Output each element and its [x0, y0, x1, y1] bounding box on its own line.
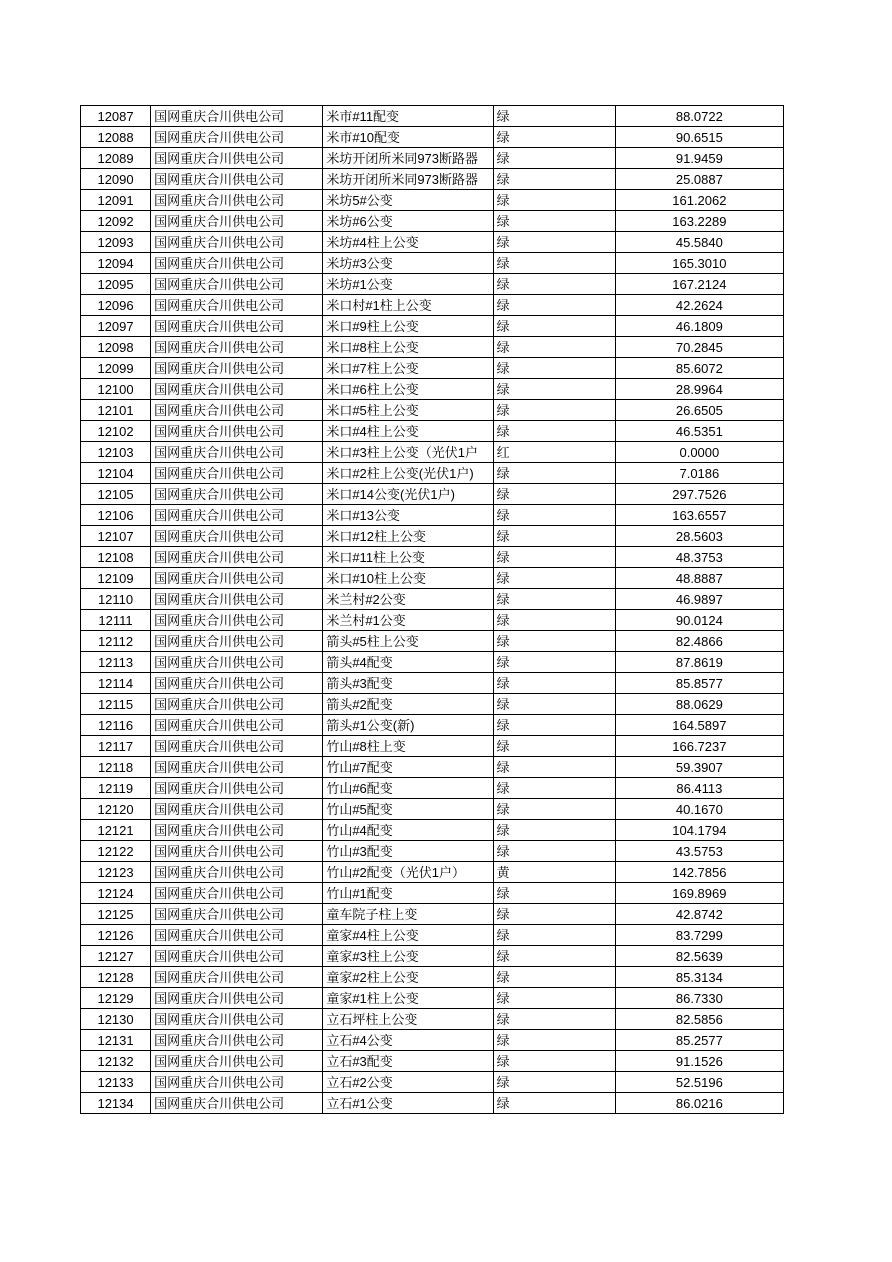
cell-value: 88.0629 — [615, 694, 783, 715]
cell-org: 国网重庆合川供电公司 — [151, 1009, 323, 1030]
cell-device: 箭头#1公变(新) — [323, 715, 493, 736]
cell-value: 59.3907 — [615, 757, 783, 778]
table-row — [81, 253, 784, 274]
cell-id: 12087 — [81, 106, 151, 127]
cell-status-color: 绿 — [493, 820, 615, 841]
cell-status-color: 绿 — [493, 988, 615, 1009]
cell-value: 7.0186 — [615, 463, 783, 484]
cell-status-color: 绿 — [493, 799, 615, 820]
cell-id: 12126 — [81, 925, 151, 946]
cell-id: 12128 — [81, 967, 151, 988]
cell-device: 竹山#5配变 — [323, 799, 493, 820]
cell-device: 竹山#7配变 — [323, 757, 493, 778]
cell-status-color: 绿 — [493, 148, 615, 169]
cell-device: 米坊#4柱上公变 — [323, 232, 493, 253]
cell-device: 米口#4柱上公变 — [323, 421, 493, 442]
cell-org: 国网重庆合川供电公司 — [151, 295, 323, 316]
table-row — [81, 1051, 784, 1072]
cell-status-color: 绿 — [493, 694, 615, 715]
cell-id: 12112 — [81, 631, 151, 652]
cell-org: 国网重庆合川供电公司 — [151, 988, 323, 1009]
table-row — [81, 610, 784, 631]
cell-org: 国网重庆合川供电公司 — [151, 442, 323, 463]
cell-status-color: 绿 — [493, 547, 615, 568]
cell-status-color: 绿 — [493, 1009, 615, 1030]
cell-status-color: 绿 — [493, 379, 615, 400]
table-row — [81, 463, 784, 484]
cell-org: 国网重庆合川供电公司 — [151, 232, 323, 253]
cell-device: 米口#11柱上公变 — [323, 547, 493, 568]
table-row — [81, 694, 784, 715]
table-row — [81, 442, 784, 463]
cell-id: 12108 — [81, 547, 151, 568]
cell-value: 0.0000 — [615, 442, 783, 463]
table-row — [81, 925, 784, 946]
cell-id: 12090 — [81, 169, 151, 190]
cell-id: 12123 — [81, 862, 151, 883]
cell-value: 163.6557 — [615, 505, 783, 526]
cell-status-color: 绿 — [493, 673, 615, 694]
cell-value: 297.7526 — [615, 484, 783, 505]
cell-id: 12116 — [81, 715, 151, 736]
cell-org: 国网重庆合川供电公司 — [151, 1072, 323, 1093]
cell-org: 国网重庆合川供电公司 — [151, 400, 323, 421]
cell-value: 169.8969 — [615, 883, 783, 904]
cell-device: 立石#3配变 — [323, 1051, 493, 1072]
cell-status-color: 绿 — [493, 421, 615, 442]
cell-device: 竹山#6配变 — [323, 778, 493, 799]
cell-org: 国网重庆合川供电公司 — [151, 169, 323, 190]
table-row — [81, 757, 784, 778]
cell-value: 43.5753 — [615, 841, 783, 862]
table-row — [81, 778, 784, 799]
cell-org: 国网重庆合川供电公司 — [151, 589, 323, 610]
cell-value: 86.7330 — [615, 988, 783, 1009]
cell-device: 童车院子柱上变 — [323, 904, 493, 925]
cell-device: 米口#3柱上公变（光伏1户 — [323, 442, 493, 463]
cell-org: 国网重庆合川供电公司 — [151, 631, 323, 652]
cell-status-color: 绿 — [493, 904, 615, 925]
cell-org: 国网重庆合川供电公司 — [151, 127, 323, 148]
cell-org: 国网重庆合川供电公司 — [151, 484, 323, 505]
cell-value: 163.2289 — [615, 211, 783, 232]
table-row — [81, 1072, 784, 1093]
cell-value: 86.4113 — [615, 778, 783, 799]
cell-id: 12119 — [81, 778, 151, 799]
cell-device: 米口#5柱上公变 — [323, 400, 493, 421]
table-row — [81, 169, 784, 190]
table-row — [81, 316, 784, 337]
cell-id: 12088 — [81, 127, 151, 148]
cell-status-color: 绿 — [493, 568, 615, 589]
cell-id: 12121 — [81, 820, 151, 841]
cell-device: 米坊#1公变 — [323, 274, 493, 295]
cell-status-color: 绿 — [493, 484, 615, 505]
table-row — [81, 1030, 784, 1051]
table-row — [81, 1009, 784, 1030]
table-row — [81, 715, 784, 736]
cell-device: 米坊5#公变 — [323, 190, 493, 211]
cell-value: 104.1794 — [615, 820, 783, 841]
table-row — [81, 274, 784, 295]
cell-id: 12097 — [81, 316, 151, 337]
cell-org: 国网重庆合川供电公司 — [151, 1093, 323, 1114]
cell-org: 国网重庆合川供电公司 — [151, 463, 323, 484]
cell-org: 国网重庆合川供电公司 — [151, 358, 323, 379]
cell-status-color: 绿 — [493, 652, 615, 673]
cell-status-color: 绿 — [493, 946, 615, 967]
data-table-container — [80, 105, 784, 1114]
cell-value: 83.7299 — [615, 925, 783, 946]
cell-id: 12114 — [81, 673, 151, 694]
table-row — [81, 295, 784, 316]
cell-id: 12105 — [81, 484, 151, 505]
table-row — [81, 988, 784, 1009]
cell-status-color: 红 — [493, 442, 615, 463]
cell-device: 米口#10柱上公变 — [323, 568, 493, 589]
table-row — [81, 211, 784, 232]
table-row — [81, 232, 784, 253]
table-row — [81, 148, 784, 169]
cell-device: 竹山#2配变（光伏1户） — [323, 862, 493, 883]
cell-id: 12092 — [81, 211, 151, 232]
table-row — [81, 841, 784, 862]
cell-status-color: 绿 — [493, 232, 615, 253]
distribution-transformer-table — [80, 105, 784, 1114]
cell-id: 12132 — [81, 1051, 151, 1072]
cell-device: 箭头#2配变 — [323, 694, 493, 715]
cell-id: 12102 — [81, 421, 151, 442]
cell-value: 166.7237 — [615, 736, 783, 757]
cell-device: 竹山#4配变 — [323, 820, 493, 841]
cell-value: 26.6505 — [615, 400, 783, 421]
cell-org: 国网重庆合川供电公司 — [151, 274, 323, 295]
cell-device: 米口#6柱上公变 — [323, 379, 493, 400]
table-row — [81, 400, 784, 421]
cell-device: 米口#14公变(光伏1户) — [323, 484, 493, 505]
cell-value: 25.0887 — [615, 169, 783, 190]
cell-value: 28.5603 — [615, 526, 783, 547]
cell-status-color: 绿 — [493, 253, 615, 274]
cell-status-color: 绿 — [493, 358, 615, 379]
cell-id: 12122 — [81, 841, 151, 862]
cell-value: 85.2577 — [615, 1030, 783, 1051]
cell-device: 米坊开闭所米同973断路器 — [323, 169, 493, 190]
cell-status-color: 绿 — [493, 778, 615, 799]
table-row — [81, 379, 784, 400]
cell-org: 国网重庆合川供电公司 — [151, 652, 323, 673]
cell-id: 12129 — [81, 988, 151, 1009]
cell-id: 12115 — [81, 694, 151, 715]
cell-id: 12091 — [81, 190, 151, 211]
cell-id: 12117 — [81, 736, 151, 757]
table-row — [81, 337, 784, 358]
cell-status-color: 绿 — [493, 589, 615, 610]
cell-id: 12095 — [81, 274, 151, 295]
cell-id: 12106 — [81, 505, 151, 526]
cell-status-color: 绿 — [493, 505, 615, 526]
cell-device: 竹山#8柱上变 — [323, 736, 493, 757]
cell-value: 70.2845 — [615, 337, 783, 358]
cell-id: 12103 — [81, 442, 151, 463]
table-row — [81, 883, 784, 904]
cell-org: 国网重庆合川供电公司 — [151, 211, 323, 232]
cell-value: 40.1670 — [615, 799, 783, 820]
cell-org: 国网重庆合川供电公司 — [151, 421, 323, 442]
cell-org: 国网重庆合川供电公司 — [151, 820, 323, 841]
cell-value: 164.5897 — [615, 715, 783, 736]
cell-status-color: 绿 — [493, 841, 615, 862]
cell-status-color: 绿 — [493, 190, 615, 211]
cell-value: 90.0124 — [615, 610, 783, 631]
table-row — [81, 862, 784, 883]
table-row — [81, 484, 784, 505]
cell-status-color: 绿 — [493, 736, 615, 757]
cell-id: 12111 — [81, 610, 151, 631]
table-row — [81, 589, 784, 610]
cell-org: 国网重庆合川供电公司 — [151, 316, 323, 337]
cell-value: 167.2124 — [615, 274, 783, 295]
cell-org: 国网重庆合川供电公司 — [151, 610, 323, 631]
table-row — [81, 736, 784, 757]
table-row — [81, 127, 784, 148]
cell-status-color: 绿 — [493, 463, 615, 484]
table-row — [81, 106, 784, 127]
cell-id: 12130 — [81, 1009, 151, 1030]
cell-value: 42.2624 — [615, 295, 783, 316]
cell-status-color: 绿 — [493, 274, 615, 295]
cell-status-color: 绿 — [493, 106, 615, 127]
cell-org: 国网重庆合川供电公司 — [151, 148, 323, 169]
cell-device: 米口#9柱上公变 — [323, 316, 493, 337]
cell-id: 12101 — [81, 400, 151, 421]
cell-status-color: 绿 — [493, 211, 615, 232]
cell-device: 米口#2柱上公变(光伏1户) — [323, 463, 493, 484]
table-row — [81, 190, 784, 211]
cell-value: 82.5639 — [615, 946, 783, 967]
cell-id: 12125 — [81, 904, 151, 925]
table-row — [81, 547, 784, 568]
cell-value: 86.0216 — [615, 1093, 783, 1114]
cell-status-color: 绿 — [493, 1072, 615, 1093]
cell-org: 国网重庆合川供电公司 — [151, 883, 323, 904]
cell-device: 箭头#3配变 — [323, 673, 493, 694]
cell-value: 142.7856 — [615, 862, 783, 883]
cell-status-color: 绿 — [493, 400, 615, 421]
table-row — [81, 526, 784, 547]
cell-device: 米口#13公变 — [323, 505, 493, 526]
cell-org: 国网重庆合川供电公司 — [151, 190, 323, 211]
cell-value: 88.0722 — [615, 106, 783, 127]
cell-status-color: 绿 — [493, 526, 615, 547]
cell-org: 国网重庆合川供电公司 — [151, 946, 323, 967]
cell-status-color: 绿 — [493, 337, 615, 358]
cell-value: 91.9459 — [615, 148, 783, 169]
cell-device: 米坊#6公变 — [323, 211, 493, 232]
cell-org: 国网重庆合川供电公司 — [151, 694, 323, 715]
cell-status-color: 绿 — [493, 757, 615, 778]
cell-org: 国网重庆合川供电公司 — [151, 715, 323, 736]
table-row — [81, 652, 784, 673]
cell-status-color: 绿 — [493, 631, 615, 652]
cell-value: 90.6515 — [615, 127, 783, 148]
cell-status-color: 绿 — [493, 316, 615, 337]
cell-device: 米坊开闭所米同973断路器 — [323, 148, 493, 169]
cell-org: 国网重庆合川供电公司 — [151, 904, 323, 925]
cell-org: 国网重庆合川供电公司 — [151, 505, 323, 526]
cell-device: 立石#2公变 — [323, 1072, 493, 1093]
cell-device: 米口#12柱上公变 — [323, 526, 493, 547]
cell-status-color: 绿 — [493, 967, 615, 988]
cell-device: 立石坪柱上公变 — [323, 1009, 493, 1030]
cell-device: 童家#3柱上公变 — [323, 946, 493, 967]
cell-status-color: 绿 — [493, 127, 615, 148]
cell-org: 国网重庆合川供电公司 — [151, 967, 323, 988]
table-row — [81, 946, 784, 967]
cell-value: 42.8742 — [615, 904, 783, 925]
cell-device: 立石#1公变 — [323, 1093, 493, 1114]
cell-id: 12134 — [81, 1093, 151, 1114]
cell-value: 82.5856 — [615, 1009, 783, 1030]
cell-value: 46.1809 — [615, 316, 783, 337]
cell-value: 52.5196 — [615, 1072, 783, 1093]
cell-id: 12133 — [81, 1072, 151, 1093]
cell-value: 82.4866 — [615, 631, 783, 652]
cell-device: 米口#8柱上公变 — [323, 337, 493, 358]
cell-device: 米口村#1柱上公变 — [323, 295, 493, 316]
table-row — [81, 904, 784, 925]
cell-org: 国网重庆合川供电公司 — [151, 736, 323, 757]
cell-value: 46.5351 — [615, 421, 783, 442]
cell-value: 46.9897 — [615, 589, 783, 610]
cell-org: 国网重庆合川供电公司 — [151, 337, 323, 358]
cell-org: 国网重庆合川供电公司 — [151, 379, 323, 400]
cell-org: 国网重庆合川供电公司 — [151, 799, 323, 820]
cell-value: 85.3134 — [615, 967, 783, 988]
cell-device: 米坊#3公变 — [323, 253, 493, 274]
cell-org: 国网重庆合川供电公司 — [151, 526, 323, 547]
cell-status-color: 绿 — [493, 610, 615, 631]
cell-id: 12124 — [81, 883, 151, 904]
cell-status-color: 绿 — [493, 1051, 615, 1072]
cell-value: 85.6072 — [615, 358, 783, 379]
cell-id: 12127 — [81, 946, 151, 967]
cell-id: 12094 — [81, 253, 151, 274]
cell-id: 12098 — [81, 337, 151, 358]
cell-device: 竹山#3配变 — [323, 841, 493, 862]
cell-value: 45.5840 — [615, 232, 783, 253]
cell-status-color: 绿 — [493, 883, 615, 904]
table-body — [81, 106, 784, 1114]
cell-id: 12100 — [81, 379, 151, 400]
cell-status-color: 绿 — [493, 295, 615, 316]
cell-device: 米兰村#2公变 — [323, 589, 493, 610]
cell-status-color: 绿 — [493, 169, 615, 190]
cell-status-color: 绿 — [493, 715, 615, 736]
table-row — [81, 568, 784, 589]
cell-status-color: 绿 — [493, 1093, 615, 1114]
cell-id: 12096 — [81, 295, 151, 316]
cell-org: 国网重庆合川供电公司 — [151, 106, 323, 127]
cell-status-color: 黄 — [493, 862, 615, 883]
cell-value: 48.8887 — [615, 568, 783, 589]
cell-device: 箭头#4配变 — [323, 652, 493, 673]
cell-id: 12109 — [81, 568, 151, 589]
cell-id: 12104 — [81, 463, 151, 484]
table-row — [81, 421, 784, 442]
cell-org: 国网重庆合川供电公司 — [151, 1030, 323, 1051]
cell-org: 国网重庆合川供电公司 — [151, 757, 323, 778]
table-row — [81, 673, 784, 694]
cell-device: 米兰村#1公变 — [323, 610, 493, 631]
cell-status-color: 绿 — [493, 925, 615, 946]
cell-id: 12113 — [81, 652, 151, 673]
cell-device: 米市#11配变 — [323, 106, 493, 127]
cell-value: 85.8577 — [615, 673, 783, 694]
cell-device: 童家#4柱上公变 — [323, 925, 493, 946]
cell-id: 12120 — [81, 799, 151, 820]
cell-org: 国网重庆合川供电公司 — [151, 568, 323, 589]
cell-device: 竹山#1配变 — [323, 883, 493, 904]
table-row — [81, 820, 784, 841]
cell-id: 12107 — [81, 526, 151, 547]
cell-device: 立石#4公变 — [323, 1030, 493, 1051]
cell-value: 48.3753 — [615, 547, 783, 568]
cell-value: 91.1526 — [615, 1051, 783, 1072]
cell-id: 12089 — [81, 148, 151, 169]
cell-org: 国网重庆合川供电公司 — [151, 841, 323, 862]
cell-id: 12093 — [81, 232, 151, 253]
cell-org: 国网重庆合川供电公司 — [151, 862, 323, 883]
table-row — [81, 631, 784, 652]
cell-device: 童家#2柱上公变 — [323, 967, 493, 988]
cell-org: 国网重庆合川供电公司 — [151, 253, 323, 274]
table-row — [81, 967, 784, 988]
cell-org: 国网重庆合川供电公司 — [151, 778, 323, 799]
table-row — [81, 505, 784, 526]
cell-device: 箭头#5柱上公变 — [323, 631, 493, 652]
cell-id: 12099 — [81, 358, 151, 379]
cell-value: 28.9964 — [615, 379, 783, 400]
cell-device: 米市#10配变 — [323, 127, 493, 148]
table-row — [81, 1093, 784, 1114]
cell-value: 161.2062 — [615, 190, 783, 211]
cell-value: 87.8619 — [615, 652, 783, 673]
cell-org: 国网重庆合川供电公司 — [151, 673, 323, 694]
table-row — [81, 358, 784, 379]
cell-id: 12118 — [81, 757, 151, 778]
table-row — [81, 799, 784, 820]
cell-status-color: 绿 — [493, 1030, 615, 1051]
cell-device: 童家#1柱上公变 — [323, 988, 493, 1009]
cell-value: 165.3010 — [615, 253, 783, 274]
cell-device: 米口#7柱上公变 — [323, 358, 493, 379]
cell-org: 国网重庆合川供电公司 — [151, 547, 323, 568]
cell-id: 12131 — [81, 1030, 151, 1051]
cell-org: 国网重庆合川供电公司 — [151, 1051, 323, 1072]
cell-org: 国网重庆合川供电公司 — [151, 925, 323, 946]
cell-id: 12110 — [81, 589, 151, 610]
